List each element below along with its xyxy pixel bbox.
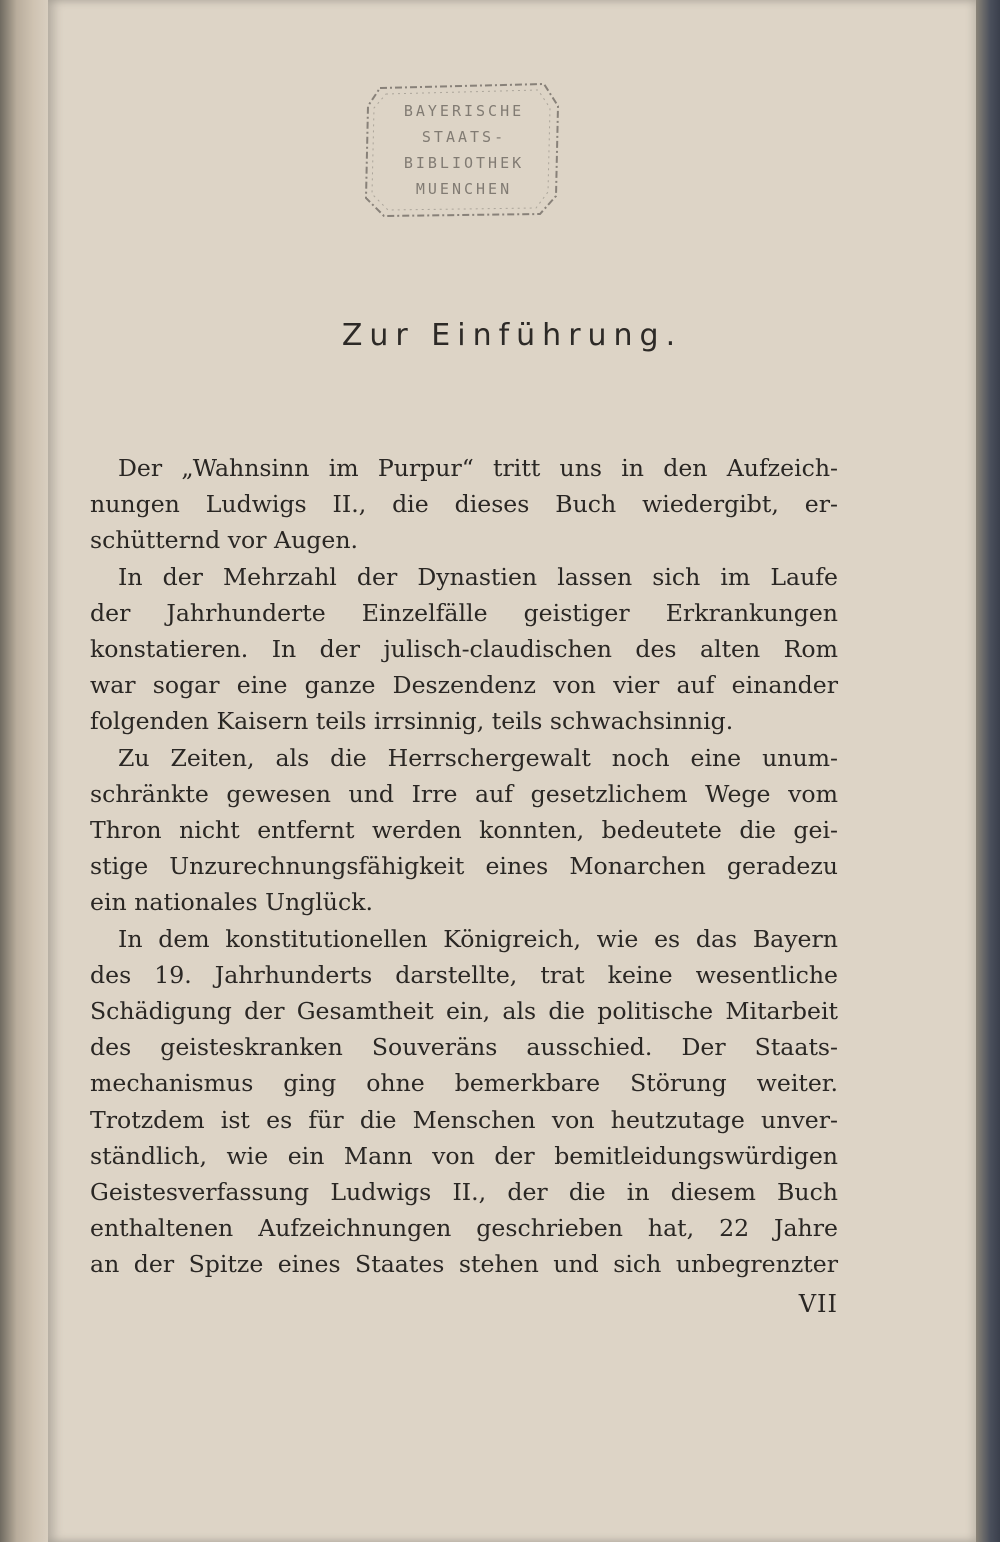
text-line: des geisteskranken Souveräns ausschied. Der Staats- (90, 1033, 838, 1062)
text-line: war sogar eine ganze Deszendenz von vier auf einander (90, 671, 838, 700)
paragraph-3 (90, 740, 838, 921)
library-stamp-graphic (358, 78, 570, 220)
text-line: Thron nicht entfernt werden konnten, bedeutete die gei- (90, 816, 838, 845)
library-stamp (358, 78, 570, 220)
text-line: Geistesverfassung Ludwigs II., der die in diesem Buch (90, 1178, 838, 1207)
text-line: Der „Wahnsinn im Purpur“ tritt uns in den Aufzeich- (118, 454, 838, 482)
paragraph-4 (90, 921, 838, 1283)
text-line: konstatieren. In der julisch-claudischen des alten Rom (90, 635, 838, 664)
body-text (90, 450, 838, 1283)
text-line: Zu Zeiten, als die Herrschergewalt noch eine unum- (118, 743, 838, 772)
page-number: VII (798, 1290, 838, 1318)
text-line: an der Spitze eines Staates stehen und sich unbegrenzter (90, 1250, 838, 1279)
text-line: ein nationales Unglück. (90, 888, 374, 917)
book-cover-edge (976, 0, 1000, 1542)
text-line: mechanismus ging ohne bemerkbare Störung weiter. (90, 1069, 838, 1098)
text-line: stige Unzurechnungsfähigkeit eines Monarchen geradezu (90, 852, 838, 881)
text-line: schütternd vor Augen. (90, 526, 359, 555)
stamp-line-1: BAYERISCHE (403, 102, 525, 120)
text-line: Trotzdem ist es für die Menschen von heutzutage unver- (90, 1105, 838, 1134)
text-line: der Jahrhunderte Einzelfälle geistiger Erkrankungen (90, 598, 838, 627)
paragraph-2 (90, 559, 838, 740)
stamp-line-3: BIBLIOTHEK (403, 154, 525, 172)
text-line: nungen Ludwigs II., die dieses Buch wiedergibt, er- (90, 490, 838, 519)
stamp-line-4: MUENCHEN (415, 180, 513, 198)
text-line: schränkte gewesen und Irre auf gesetzlichem Wege vom (90, 779, 838, 808)
text-line: folgenden Kaisern teils irrsinnig, teils schwachsinnig. (90, 707, 734, 736)
text-line: ständlich, wie ein Mann von der bemitleidungswürdigen (90, 1141, 838, 1170)
stamp-line-2: STAATS- (421, 128, 507, 146)
text-line: In dem konstitutionellen Königreich, wie es das Bayern (118, 924, 838, 953)
text-line: enthaltenen Aufzeichnungen geschrieben hat, 22 Jahre (90, 1214, 838, 1243)
chapter-heading: Zur Einführung. (341, 318, 683, 353)
text-line: des 19. Jahrhunderts darstellte, trat keine wesentliche (90, 960, 838, 989)
paragraph-1 (90, 450, 838, 559)
previous-page-edge (0, 0, 48, 1542)
text-line: In der Mehrzahl der Dynastien lassen sich im Laufe (118, 562, 838, 591)
text-line: Schädigung der Gesamtheit ein, als die politische Mitarbeit (90, 997, 838, 1026)
